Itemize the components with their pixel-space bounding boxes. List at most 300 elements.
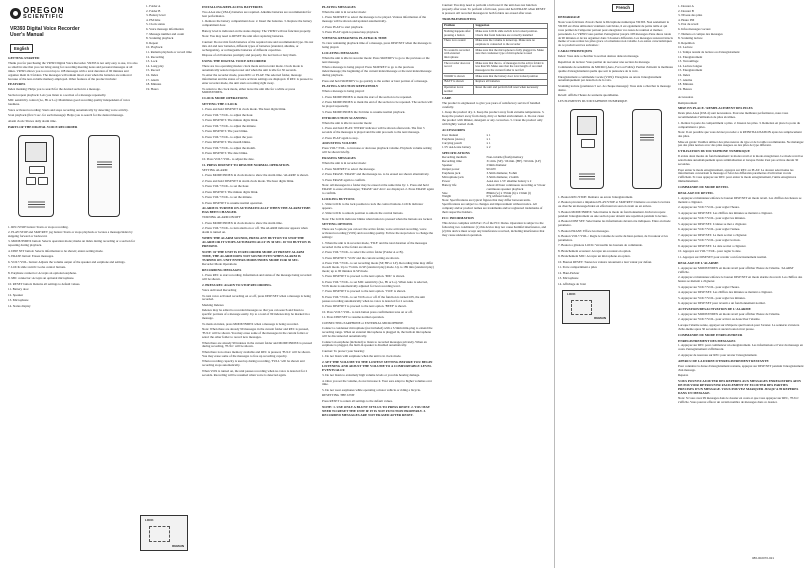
- english-paragraph: Marking Indexes: [202, 302, 224, 307]
- english-paragraph: 2. Press ERASE. 'ERASE' and the message no. to be erased are shown alternatively.: [322, 172, 430, 177]
- french-paragraph: Note: Si vous avez 99 messages dans le dossier en cours et que vous appuyez sur REC, 'FULL' s'affiche. Vous pouvez effacer un certain nombre de messages dans ce dossier.: [678, 395, 800, 404]
- product-title: VR393 Digital Voice Recorder: [10, 26, 80, 32]
- spec-value: x 2: [486, 144, 491, 149]
- english-paragraph: Recorder Mode Operations: [202, 262, 237, 267]
- fcc-heading: FCC INFORMATION: [442, 216, 474, 220]
- lcd-lock-label: LOCK: [567, 291, 576, 296]
- legend-item: 6. Infos messages vocaux: [678, 26, 711, 31]
- legend-item: 2. Dossier B: [678, 8, 694, 13]
- specifications-note: Note: Specifications are typical figures that may differ between units. Specifications are subject to changes and improvement without notice. All company and/or product names are trademarks and/or registered trademarks of their respective holders.: [442, 198, 543, 215]
- french-paragraph: Reveil: Affiche l'heure de sonnerie quotidienne.: [558, 93, 619, 98]
- french-paragraph: 11. Appuyez sur DISP/SET pour revenir a un fonctionnement normal.: [678, 254, 767, 259]
- french-paragraph: 4. Appuyez sur DISP/SET. Les chiffres des minutes se mettent a clignoter.: [678, 290, 773, 295]
- specifications-heading: SPECIFICATIONS: [442, 150, 470, 155]
- recorder-back-illustration: [88, 135, 120, 217]
- english-paragraph: 1. Press and hold DISP/SET in clock mode. The hour digits blink.: [202, 107, 286, 112]
- legend-item: 11. Temps restant de lecture ou d'enregistrement: [678, 49, 740, 54]
- english-paragraph: 7. Press DISP/SET to proceed to the next option. 'VOX' is shown.: [322, 289, 406, 294]
- table-cell: No sound is recorded with external microphone: [443, 48, 474, 61]
- english-paragraph: Caution: Do not mix fresh batteries of the required size and recommended type. Do not mix old and new batteries, different types of batteries (standard, alkaline, or rechargeable), or rechargeable batteries of different capacities.: [202, 39, 314, 52]
- english-paragraph: When VOX is turned on, the unit pauses recording when no voice is detected for 2 seconds. Recording will be resumed when voice is detected again.: [202, 368, 308, 377]
- spec-key: Speaker: [442, 163, 453, 168]
- legend-item: 10. Playback: [146, 45, 163, 50]
- english-paragraph: Note: You may need to RESET the unit after replacing batteries.: [202, 34, 284, 39]
- table-cell: The recorder does not record: [443, 61, 474, 74]
- french-paragraph: Reperes: [678, 373, 689, 378]
- spec-key: Recording medium: [442, 155, 467, 160]
- french-paragraph: COMMANDE DU MODE REVEIL: [678, 185, 729, 190]
- french-paragraph: 2. Appuyez sur VOL+/VOL- pour regler l'heure.: [678, 205, 740, 210]
- english-paragraph: 3. Press DISP/SET. The minute digits blink.: [202, 118, 259, 123]
- table-row: [443, 29, 548, 38]
- english-paragraph: 2. Press VOL+/VOL- to select the active folder (Folder A or B).: [322, 250, 404, 255]
- part-item: 14. Affichage de l'etat: [558, 281, 586, 286]
- part-item: 1. REC/STOP button: Starts or stops recording.: [8, 224, 69, 229]
- part-item: 3. MODE/INDEX button: Selects operation mode; marks an index during recording or a section for repeating during playback.: [8, 239, 136, 248]
- legend-item: 7. Numero et compte des messages: [678, 31, 723, 36]
- spec-value: 3.5mm diameter, 8 ohm: [486, 171, 517, 176]
- english-paragraph: 9. Press DISP/SET to proceed to the next option. 'BEEP' is shown.: [322, 304, 407, 309]
- english-paragraph: GETTING STARTED: [8, 56, 40, 60]
- english-paragraph: 11. Press DISP/SET to resume normal operation.: [322, 315, 385, 320]
- part-item: 5. ERASE button: Erases messages.: [8, 254, 54, 259]
- english-paragraph: There are two operating modes: clock mode and recorder mode. Clock mode is automatically selected upon reset and when the unit is idle for 30 seconds.: [202, 63, 303, 72]
- french-paragraph: ENREGISTREMENT DES MESSAGES: [678, 338, 736, 343]
- english-paragraph: 2. Press VOL+/VOL- to turn alarm on or off. The ALARM indicator appears when alarm is turned on.: [202, 226, 308, 235]
- part-item: 2. PLAY/STOP and SKIP/REV jog button: Starts or stops playback or locates a message/index by skipping forward or backward.: [8, 230, 133, 238]
- english-paragraph: Voice Activated Recording: [202, 288, 237, 292]
- english-paragraph: Battery level is indicated on the status display. The VR393 will not function properly.: [202, 28, 311, 33]
- english-paragraph: RESETTING THE UNIT: [322, 393, 355, 398]
- part-item: 12. Haut-Parleur: [558, 270, 580, 275]
- french-device-diagram-area: [558, 107, 674, 193]
- english-paragraph: 6. Press DISP/SET to resume normal operation.: [202, 200, 263, 205]
- french-parts-list: [558, 196, 674, 287]
- part-item: 10. RESET button: Returns all settings to default values.: [8, 281, 81, 286]
- english-paragraph: 10. Press VOL+/VOL- to adjust the date.: [202, 156, 255, 161]
- english-paragraph: Connect a condenser microphone (not included) with a 3.5mm mini-plug to extend the recording range. When an external microphone is plugged in, the built-in microphone will be disconnected automatically.: [322, 326, 433, 339]
- french-paragraph: Nous vous felicitons d'avoir choisi le Dictaphone numerique VR393. Non seulement le VR393 est d'une utilisation vraiment conviviale, il est egalement de petite taille et qui vous permet de l'emporter partout pour enregistrer vos notes de reunion et memos personnels. Le VR393 vous permet d'enregistrer jusqu'a 108 messages d'une duree totale de 90 minutes et de les organiser dans 3 dossiers differents. Les messages resteront intacts meme si vous retirez les piles grace a la memoire non volatile. Les autres caracteristiques de ce produit sont les suivantes :: [558, 19, 673, 48]
- french-paragraph: 3. Appuyez sur VOL+/VOL- pour regler l'heure.: [678, 284, 740, 289]
- spec-key: Weight: [442, 194, 452, 199]
- english-paragraph: 2. Slide LOCK to unlock position to unlock the control buttons.: [322, 211, 404, 216]
- recorder-screen-shape: [577, 116, 598, 135]
- french-paragraph: VOUS POUVEZ AJOUTER DES REPERES AUX MESSAGES ENREGISTRES AFIN DE POUVOIR RETROUVER FACILEMENT ET ECOUTER DES PARTIES PRECISES D'UN MESSAGE. VOUS POUVEZ MARQUER JUSQU'A 99 REPERES DANS UN MESSAGE.: [678, 379, 801, 395]
- legend-item: 17. Alarme: [678, 77, 693, 82]
- legend-item: 5. Etat du reveil: [678, 22, 699, 27]
- table-header-cell: Suggestion: [474, 23, 548, 29]
- english-paragraph: 10. Press VOL+/VOL- to turn button press confirmation tone on or off.: [322, 309, 413, 314]
- english-paragraph: TURNING ALARM ON/OFF: [202, 215, 241, 220]
- legend-item: 19. Hours: [146, 86, 159, 91]
- english-paragraph: LOCATING MESSAGES: [322, 50, 359, 55]
- french-paragraph: 1. Appuyez sur MODE/INDEX en mode reveil pour afficher l'heure de l'alarme.: [678, 311, 781, 316]
- spec-key: Microphone jack: [442, 174, 464, 179]
- french-paragraph: 6. Appuyez sur DISP/SET pour revenir a un fonctionnement normal.: [678, 301, 766, 306]
- lcd-lock-label: LOCK: [145, 518, 154, 522]
- spec-value: 67g without battery: [486, 194, 512, 199]
- spec-key: Earphone jack: [442, 171, 461, 176]
- part-item: 13. Microphone: [8, 298, 29, 303]
- english-paragraph: FEATURES: [8, 82, 26, 87]
- english-paragraph: PARTS OF THE DIGITAL VOICE RECORDER: [8, 124, 78, 129]
- french-paragraph: MISE EN PLACE / REMPLACEMENT DES PILES: [678, 106, 753, 111]
- english-paragraph: Voice activated recording: Starts and stops recording automatically by detecting voice activity.: [8, 107, 129, 112]
- legend-item: 13. Verrouillage: [678, 59, 699, 64]
- lcd-digits-shape: [571, 300, 591, 315]
- legend-item: 15. Record: [146, 68, 160, 73]
- english-paragraph: When the unit is idle in recorder mode: Press SKIP/REV to go to the previous or the next message.: [322, 55, 430, 64]
- english-parts-list: [8, 226, 140, 309]
- legend-item: 8. Scanning playback: [146, 36, 174, 41]
- spec-value: 31 min. (SP) / 66 min. (HP) / 90 min. (LP): [486, 159, 541, 164]
- recorder-front-illustration: [18, 135, 54, 217]
- brand-line1: OREGON: [23, 6, 65, 15]
- english-paragraph: CLOCK MODE OPERATIONS: [202, 96, 248, 101]
- part-item: 2. Bouton pivotant a impulsion PLAY/STOP et SKIP/REV: Demarre ou arrete la lecture ou cherche un message/index en effectuant un saut en avant ou en arriere.: [558, 200, 671, 209]
- french-paragraph: Index: Vous aide a chercher la section desiree dans un message.: [558, 54, 640, 59]
- oregon-scientific-logo: [10, 6, 80, 24]
- part-item: 10. Bouton RESET: Toutes les valeurs retournent a leur valeur par defaut.: [558, 259, 653, 264]
- english-paragraph: PLAYING A SECTION REPEATEDLY: [322, 84, 379, 89]
- french-paragraph: Lorsque l'alarme sonne, appuyez sur n'importe quel bouton pour l'arreter. La sonnerie s'arretera d'elle-meme apres 30 secondes si aucun bouton n'est presse.: [678, 322, 800, 331]
- english-paragraph: 2. Press VOL+/VOL- to adjust the hour.: [202, 112, 254, 117]
- english-paragraph: ALARM IS TURNED ON AUTOMATICALLY WHEN THE ALARM TIME HAS BEEN CHANGED.: [202, 206, 311, 215]
- french-paragraph: Scanning lecture (premieres 5 sec. de chaque message): Vous aide a chercher le message desire.: [558, 83, 671, 92]
- french-paragraph: Commande de sensibilite du MICRO (Auto, Fort ou Faible): Permet d'obtenir la meilleure qualite d'enregistrement quelle que soit la puissance de la voix.: [558, 65, 674, 74]
- legend-item: 3. Battery level: [146, 13, 166, 18]
- english-paragraph: 8. Press VOL+/VOL- to set VOX on or off. If the function is turned ON, the unit pauses recording automatically when no voice is detected for 2 seconds.: [322, 294, 425, 303]
- spec-value: 3.5mm diameter, 2 kohm: [486, 174, 519, 179]
- french-paragraph: DEMARRAGE: [558, 15, 580, 19]
- legend-item: 2. Folder B: [146, 8, 161, 13]
- french-paragraph: APERCU DE LA DUREE D'ENREGISTREMENT RESTANTE: [678, 358, 769, 363]
- spec-value: 23mm diameter: [486, 163, 507, 168]
- english-paragraph: To view remaining playback time of a message, press DISP/SET when the message is being played.: [322, 41, 432, 50]
- part-item: 11. Porte compartiment a piles: [558, 265, 597, 270]
- english-paragraph: Dispose of old batteries promptly and properly. Do not burn or bury them.: [202, 53, 297, 58]
- english-paragraph: When there are already 99 indexes in the current folder and MODE/INDEX is pressed during recording, 'FULL' will be shown.: [202, 340, 313, 349]
- english-paragraph: 1. Do not listen with earphone when the unit is in clock mode.: [322, 354, 402, 359]
- lcd-remain-label: REMAIN: [594, 315, 606, 320]
- french-paragraph: Remplacement: [678, 100, 698, 105]
- french-paragraph: Mise en garde: Veuillez utiliser des piles neuves du type et de la taille recommandes. Ne melangez pas des piles neuves avec des piles usagees ou des piles de type different.: [678, 139, 804, 148]
- part-item: 14. Status display: [8, 303, 31, 308]
- english-paragraph: 2. Press MODE/INDEX to mark the end of the section to be repeated. The section will be played repeatedly.: [322, 100, 433, 109]
- table-cell: Replace all batteries: [474, 79, 548, 85]
- table-cell: Make sure that the microphone is fully plugged in. Make sure that condenser type of microphone is used: [474, 48, 548, 61]
- english-column-2: [202, 4, 314, 564]
- troubleshooting-table: [442, 23, 548, 95]
- spec-key: Carrying pouch: [442, 140, 462, 145]
- english-paragraph: 1. Press SKIP/REV to select the message.: [322, 166, 376, 171]
- french-paragraph: Accessoires: [678, 96, 694, 99]
- french-paragraph: 1. Appuyez sur REC pour commencer un enregistrement. Les informations et l'etat du message en cours d'enregistrement s'afficheront.: [678, 343, 803, 352]
- english-paragraph: ERASING MESSAGES: [322, 156, 356, 161]
- french-paragraph: 1. Appuyez et maintenez enfonce le bouton DISP/SET en mode reveil. Les chiffres des heures se mettent a clignoter.: [678, 196, 802, 204]
- table-row: [443, 38, 548, 47]
- english-paragraph: Caution: To protect your hearing:: [322, 348, 365, 353]
- english-paragraph: 1. Press MODE/INDEX in clock mode to show the alarm time.: [202, 220, 283, 225]
- legend-item: 16. Index: [146, 72, 159, 77]
- legend-item: 8. Scanning lecture: [678, 36, 703, 41]
- legend-item: 3. Niveau des piles: [678, 13, 703, 18]
- legend-item: 18. Minutes: [678, 82, 694, 87]
- speaker-grill-shape: [28, 200, 45, 208]
- part-item: 13. Microphone: [558, 276, 579, 281]
- legend-item: 10. Lecture: [678, 45, 693, 50]
- english-paragraph: 4. Press VOL+/VOL- to set recording mode (SP, HP or LP). Recording time may differ in each mode. Up to 75 min. in SP (standard play) mode. Up to 189 min (standard play) mode; up to 90 minutes in SP mode.: [322, 261, 434, 273]
- french-paragraph: COMMANDE DU MODE ENREGISTREUR: [678, 332, 743, 337]
- english-display-legend: [146, 4, 192, 91]
- english-paragraph: INTRODUCTION SCANNING: [322, 115, 367, 120]
- legend-item: 15. Enregistrement: [678, 68, 703, 73]
- french-paragraph: Pour connaitre la duree d'enregistrement restante, appuyez sur DISP/SET pendant l'enregistrement d'un message.: [678, 363, 804, 372]
- english-paragraph: When a message is being played:: [322, 89, 365, 94]
- english-paragraph: 1. Press MODE/INDEX to mark the start of the section to be repeated.: [322, 94, 412, 99]
- english-paragraph: 6. Press VOL+/VOL- to set MIC sensitivity (Lo, Hi or Lo). When Auto is selected, VOX mode is automatically adjusted for best recording level.: [322, 279, 428, 288]
- part-item: 11. Battery door: [8, 287, 29, 292]
- english-paragraph: SETTING THE CLOCK: [202, 102, 238, 107]
- troubleshooting-heading: TROUBLESHOOTING: [442, 16, 477, 21]
- english-paragraph: Press VOL+/VOL- to increase or decrease playback volume. Playback volume setting will be shown briefly.: [322, 146, 432, 155]
- spec-value: x 1: [486, 140, 491, 145]
- english-paragraph: Alarm clock: Shows daily alarm time.: [8, 118, 57, 123]
- spec-value: x 1: [486, 132, 491, 137]
- document-code: 086-002070-021: [752, 556, 775, 560]
- brand-disc-icon: [10, 8, 21, 19]
- english-paragraph: When a message is being played: Press SKIP/REV to go to the previous index/message; the beginning of the current index/message or the next index/message during playback.: [322, 65, 432, 78]
- recorder-front-illustration: [570, 109, 604, 189]
- legend-item: 13. Lock: [146, 59, 158, 64]
- legend-item: 18. Minutes: [146, 82, 162, 87]
- english-paragraph: 1. Press SKIP/REV to select the message to be played. Various information of the message will be shown and updated automatically.: [322, 15, 427, 24]
- english-paragraph: Press and hold SKIP/REV to go quickly to the earlier or later portion of a message.: [322, 78, 428, 83]
- care-intro: The product is engineered to give you years of satisfactory service if handled carefully.: [442, 100, 541, 109]
- legend-item: 9. Repeat: [146, 40, 159, 45]
- english-paragraph: LOCKING BUTTONS: [322, 196, 355, 201]
- english-paragraph: To enter the recorder mode, press REC or PLAY. The selected folder, message information and the status of voice activate settings are displayed. If REC is pressed to enter recorder mode, the unit starts recording right away.: [202, 73, 313, 86]
- english-paragraph: Index marking: Helps you to search for the desired section in a message.: [8, 87, 101, 92]
- legend-item: 5. Clock status: [146, 22, 165, 27]
- legend-item: 14. Long play: [146, 63, 164, 68]
- english-paragraph: Thank you for purchasing the VR393 Digital Voice Recorder. VR393 is not only easy to use, it is also so small in size that you can bring along for recording meeting notes and personal messages at all times. VR393 allows you to record up to 108 messages with a total duration of 90 minutes and organize them in 3 folders. The messages will remain intact even when the batteries are removed because of the non-volatile memory employed. Other features of the product include:: [8, 60, 138, 81]
- part-item: 5. Bouton ERASE: Efface les messages.: [558, 228, 610, 233]
- english-paragraph: 6. Press VOL+/VOL- to adjust the year.: [202, 134, 253, 139]
- spec-key: Power: [442, 178, 451, 183]
- french-lcd-illustration: [562, 290, 610, 324]
- french-paragraph: CARACTERISTIQUES: [558, 49, 593, 54]
- french-paragraph: 5. Appuyez sur VOL+/VOL- pour regler les minutes.: [678, 295, 746, 300]
- french-paragraph: 6. Appuyez sur VOL+/VOL- pour regler l'annee.: [678, 227, 741, 232]
- brand-line2: SCIENTIFIC: [23, 14, 64, 20]
- spec-value: x 1: [486, 136, 491, 141]
- lcd-digits-shape: [149, 526, 169, 542]
- legend-item: 4. Heure PM: [678, 17, 695, 22]
- english-paragraph: Section repeat playback: Lets you listen to a section of a message repeatedly.: [8, 92, 107, 97]
- french-paragraph: 2. Appuyez sur VOL+/VOL- pour activer ou desactiver l'alarme.: [678, 317, 761, 322]
- recorder-back-illustration: [632, 109, 662, 189]
- recorder-button-shape: [581, 139, 596, 147]
- english-paragraph: NOTE: 1. USE ONLY A BLUNT STYLUS TO PRESS RESET. 2. YOU MAY NEED TO RESET THE UNIT IF IT IS NOT FUNCTION PROPERLY. 3. RECORDED MESSAGES ARE NOT ERASED AFTER RESET.: [322, 404, 430, 417]
- part-item: 8. Earphone connector: Accepts an optional earphone.: [8, 270, 77, 275]
- english-paragraph: 3. Press DISP/SET. 'VOX' and the current setting are shown.: [322, 255, 400, 260]
- french-paragraph: 2. Appuyez et maintenez enfonce le bouton DISP/SET en mode alarme du reveil. Les chiffres des heures se mettent a clignoter.: [678, 275, 803, 284]
- legend-item: 12. Recording: [146, 54, 165, 59]
- french-paragraph: 4. Appuyez sur VOL+/VOL- pour regler les minutes.: [678, 216, 746, 221]
- table-cell: Reset the unit and perform full reset when necessary: [474, 85, 548, 94]
- table-cell: Make sure the volume is turned up. Make sure no earphone is connected to the recorder: [474, 38, 548, 47]
- english-paragraph: Note: The LOCK indicator blinks when button is pressed when the buttons are locked.: [322, 216, 433, 221]
- french-paragraph: 10. Appuyez sur VOL+/VOL- pour regler la date.: [678, 249, 742, 254]
- spec-value: 90 mW: [486, 167, 496, 172]
- part-item: 1. Bouton REC/STOP: Demarre ou arrete l'enregistrement.: [558, 194, 634, 199]
- english-paragraph: 3. Press MODE/INDEX the 3rd time to resume normal playback.: [322, 109, 406, 114]
- french-page: [556, 0, 808, 568]
- english-paragraph: 1. Press REC to start recording. Information and status of the message being recorded will be shown.: [202, 273, 312, 282]
- english-paragraph: Note: All messages in a folder may be erased at the same time by: 1. Press and hold ERASE to erase all messages; 'ERASE' and 'ALL' are displayed. 2. Press ERASE again to confirm.: [322, 183, 434, 195]
- lcd-remain-label: REMAIN: [172, 544, 184, 548]
- english-paragraph: When the unit is idle in recorder mode:: [322, 120, 373, 125]
- french-paragraph: ACTIVATION/DESACTIVATION DE L'ALARME: [678, 306, 751, 311]
- english-paragraph: Press RESET to return all settings to the default values.: [322, 398, 393, 403]
- device-diagram-area: [8, 133, 140, 223]
- spec-key: User manual: [442, 132, 459, 137]
- english-paragraph: 4. Press DISP/SET. The minute digits blink.: [202, 189, 259, 194]
- english-paragraph: 3. Press VOL+/VOL- to set the hour.: [202, 184, 250, 188]
- legend-item: 14. Lecture longue: [678, 63, 702, 68]
- legend-item: 7. Message number and count: [146, 31, 185, 36]
- english-paragraph: 9. Press DISP/SET. The date blinks.: [202, 151, 248, 156]
- accessories-heading: ACCESSORIES: [442, 127, 466, 132]
- english-paragraph: Note: When there are already 99 messages in the current folder and REC is pressed, 'FULL' will be shown. You may erase some of the messages in the current folder or select the other folder to record new messages.: [202, 327, 309, 340]
- speaker-grill-shape: [97, 160, 112, 168]
- manual-title: [10, 26, 80, 38]
- french-intro-text: [558, 16, 674, 104]
- table-cell: Make sure LOCK slide switch is in locked position. Check that fresh batteries are correctly installed: [474, 29, 548, 38]
- part-item: 4. Bouton DISP SET: Selectionne les informations devant etre indiquees. Entre en mode parametre.: [558, 219, 671, 227]
- table-cell: There is no sound: [443, 38, 474, 47]
- english-paragraph: 8. Press VOL+/VOL- to adjust the month.: [202, 145, 256, 150]
- english-paragraph: 11. PRESS DISP/SET TO RESUME NORMAL OPERATION.: [202, 162, 290, 167]
- english-paragraph: 5. Press DISP/SET. The year blinks.: [202, 129, 249, 134]
- french-paragraph: LES ELEMENTS DU DICTAPHONE NUMERIQUE: [558, 98, 628, 103]
- spec-value: 88mm (w) x 37mm (h) x 15mm (l): [486, 190, 531, 195]
- part-item: 9. Branchement MIC: Accepte un microphone en option.: [558, 254, 631, 259]
- legend-item: 1. Dossier A: [678, 4, 694, 8]
- table-cell: Operation is not normal: [443, 85, 474, 94]
- english-paragraph: 1. Press MODE/INDEX in clock mode to show the alarm time. 'ALARM' is shown.: [202, 173, 309, 177]
- speaker-grill-shape: [640, 133, 654, 141]
- table-cell: 'DOOR' is shown: [443, 74, 474, 80]
- recorder-button-shape: [38, 177, 49, 185]
- part-item: 6. VOL+/VOL- button: Adjusts the volume output of the speaker and earphone and settings.: [8, 259, 126, 264]
- french-paragraph: 3. Appuyez sur DISP/SET. Les chiffres des minutes se mettent a clignoter.: [678, 210, 773, 215]
- spec-value: About 40 hour continuous recording or 5 hour continuous speaker playback: [486, 182, 546, 191]
- recorder-button-shape: [26, 177, 37, 185]
- english-paragraph: PLAYING MESSAGES: [322, 5, 356, 9]
- fcc-text: This device complies with Part 15 of the FCC Rules. Operation is subject to the following two conditions: (1) this device may not cause harmful interference, and (2) this device must accept any interference received, including interference that may cause undesired operation.: [442, 220, 547, 237]
- english-column-3: [322, 4, 434, 564]
- english-language-label: English: [10, 44, 33, 53]
- french-column-1: [558, 4, 674, 564]
- english-paragraph: Scan playback (first 5 sec. for each message): Helps you to search for the desired message.: [8, 113, 124, 118]
- english-paragraph: There are 5 options you can set: the active folder, voice activated recording, voice activated recording (VOX) and recording quality. Follow the steps below to change the settings:: [322, 227, 434, 240]
- spec-key: 1.5V AAA size battery: [442, 144, 471, 149]
- english-paragraph: 3. Press PLAY again to pause/stop playback.: [322, 30, 379, 35]
- english-lcd-illustration: [140, 515, 188, 551]
- spec-row: [442, 146, 548, 150]
- spec-key: Output power: [442, 167, 460, 172]
- english-paragraph: When there is no more memory available and REC is pressed, 'FULL' will be shown. You may erase some of the messages to free up recording capacity.: [202, 349, 311, 358]
- english-paragraph: 5. Do not wear earphones while operating a motor vehicle or riding a bicycle.: [322, 387, 421, 392]
- french-display-legend: [678, 4, 740, 91]
- french-paragraph: 2. Appuyez de nouveau sur REC pour arreter l'enregistrement.: [678, 352, 758, 357]
- recorder-button-shape: [29, 166, 45, 174]
- english-paragraph: 2. PRESS REC AGAIN TO STOP RECORDING.: [202, 283, 272, 288]
- spec-key: Battery life: [442, 182, 457, 187]
- english-paragraph: 1. When the unit is in recorder mode, 'FILE' and the total duration of the messages recorded in the active folder are shown.: [322, 240, 428, 249]
- french-paragraph: Repetition de lecture: Vous permet de reecouter une section du message.: [558, 59, 651, 64]
- english-paragraph: SETTING OPTIONS: [322, 222, 353, 227]
- part-item: 8. Branchement ecouteur: Accepte un ecouteur en option.: [558, 248, 632, 253]
- english-paragraph: 2. Press PLAY again to stop.: [322, 135, 359, 140]
- english-paragraph: SETTING ALARM: [202, 167, 228, 172]
- legend-item: 9. Repetition: [678, 40, 695, 45]
- english-paragraph: NOTE: IF THE UNIT IS IN RECORDER MODE AT PRESET ALARM TIME, THE ALARM DOES NOT SOUND EVEN WHEN ALARM IS TURNED ON. UNIT ENTERS MODE/INDEX MODE FOR 30 SEC.: [202, 249, 304, 262]
- english-paragraph: Two AAA size (UM-4) batteries are required. Alkaline batteries are recommended for best performance.: [202, 9, 312, 18]
- table-cell: Make sure that the no. of messages in the active folder is less than 99. Make sure that the total length of recorded messages in the current folder is not full: [474, 61, 548, 74]
- english-paragraph: 4. Press VOL+/VOL- to adjust the minute.: [202, 123, 257, 128]
- english-paragraph: 3. Press ERASE again to confirm.: [322, 177, 366, 182]
- french-paragraph: 7. Appuyez sur DISP/SET. Le mois se met a clignoter.: [678, 232, 748, 237]
- french-column-2: [678, 96, 804, 556]
- part-item: 6. Bouton VOL+/VOL-: Regle le volume de sortie du haut-parleur, de l'ecouteur et les parametres.: [558, 234, 668, 242]
- french-paragraph: Il existe deux modes de fonctionnement: le mode reveil et le mode enregistreur. Le mode reveil se selectionne automatiquement apres reinitialisation et lorsque l'unite n'est pas activee durant 30 secondes.: [678, 154, 804, 167]
- table-cell: Make sure that the battery door is in locked position: [474, 74, 548, 80]
- french-paragraph: 1. Retirez la porte du compartiment a piles. 2. Inserez les piles. 3. Remettez en place la porte du compartiment a piles.: [678, 120, 801, 129]
- english-paragraph: MIC sensitivity control (Lo, Hi or Lo): Maximizes good recording quality independent of voice loudness.: [8, 98, 130, 107]
- english-paragraph: To mark an index, press MODE/INDEX when a message is being recorded.: [202, 321, 299, 326]
- french-paragraph: Pour entrer le mode enregistrement, appuyez sur REC ou PLAY. Le dossier selectionne les informations concernant le message et l'etat des differents parametres d'activation vocale s'affichent. Si vous appuyez sur REC pour entrer le mode enregistrement, l'unite enregistrera immediatement.: [678, 167, 797, 184]
- table-cell: Nothing happens after pressing a button: [443, 29, 474, 38]
- english-column-4: [442, 4, 548, 564]
- specifications-list: [442, 156, 548, 199]
- english-paragraph: To turn voice activated recording on or off, press DISP/SET when a message is being recorded.: [202, 293, 311, 302]
- french-paragraph: 8. Appuyez sur VOL+/VOL- pour regler le mois.: [678, 238, 741, 243]
- english-paragraph: 2. Press PLAY to start playback.: [322, 24, 364, 29]
- english-intro-text: [8, 57, 140, 130]
- table-row: [443, 85, 548, 94]
- page-divider: [554, 0, 555, 568]
- english-paragraph: INSTALLING/REPLACING BATTERIES: [202, 5, 263, 9]
- table-cell: 'BATT' is shown: [443, 79, 474, 85]
- french-paragraph: REGLAGE DU REVEIL: [678, 191, 714, 196]
- french-paragraph: Note: Il est possible que vous deviez proceder a la REINITIALISATION apres les remplacement des piles.: [678, 130, 802, 139]
- legend-item: 4. PM time: [146, 17, 161, 22]
- french-paragraph: Deux piles AAA (UM-4) sont necessaires. Pour une meilleure performance, nous vous recommandons l'utilisation de piles alcalines.: [678, 111, 789, 120]
- care-heading: CARE: [442, 96, 452, 101]
- english-paragraph: Indexes may be added to recorded messages so that you can search and listen to specific portions of a message easily. Up to a total of 99 indexes may be marked in a message.: [202, 308, 310, 321]
- english-paragraph: CONNECTING EARPHONE or EXTERNAL MICROPHONE: [322, 320, 404, 325]
- french-paragraph: REGLAGE DE L'ALARME: [678, 260, 719, 265]
- english-paragraph: VIEWING REMAINING PLAYBACK TIME: [322, 36, 387, 41]
- spec-key: Size: [442, 190, 448, 195]
- english-paragraph: RECORDING MESSAGES: [202, 268, 242, 273]
- spec-value: AAA size 1.5V alkaline battery x 2: [486, 178, 532, 183]
- english-paragraph: 5. Press DISP/SET to proceed to the next option. 'MIC' is shown.: [322, 274, 406, 279]
- legend-item: 19. Heures: [678, 86, 692, 91]
